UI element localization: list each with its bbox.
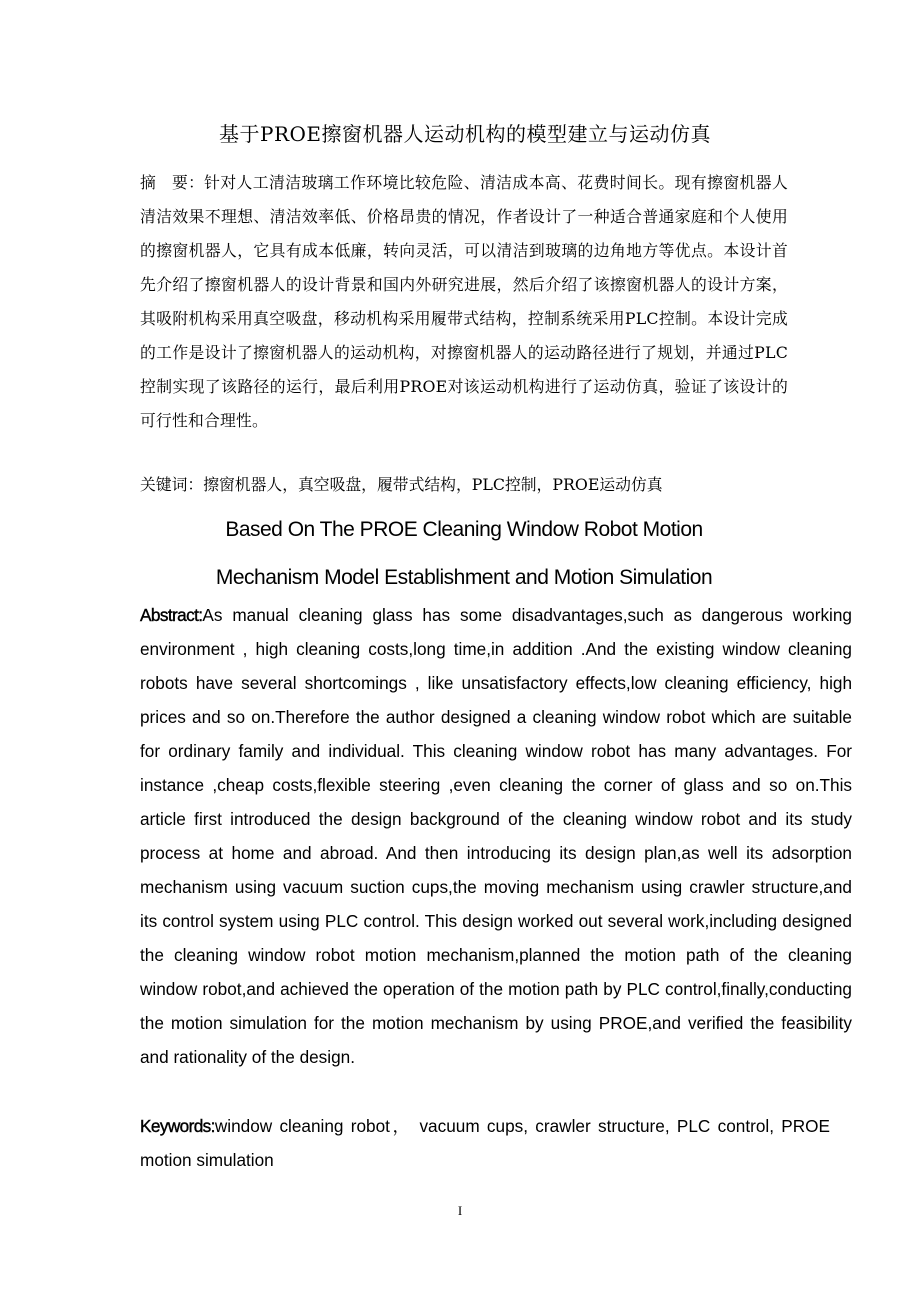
english-abstract: [140, 598, 852, 1074]
chinese-keywords-text: 擦窗机器人，真空吸盘，履带式结构，PLC控制，PROE运动仿真: [203, 475, 663, 494]
english-title-line-1: Based On The PROE Cleaning Window Robot Motion: [225, 518, 703, 541]
chinese-abstract: [140, 166, 788, 438]
english-keywords-text: window cleaning robot， vacuum cups, crawler structure, PLC control, PROE motion simulation: [140, 1116, 830, 1170]
chinese-abstract-text: 针对人工清洁玻璃工作环境比较危险、清洁成本高、花费时间长。现有擦窗机器人清洁效果不理想、清洁效率低、价格昂贵的情况，作者设计了一种适合普通家庭和个人使用的擦窗机器人，它具有成本低廉，转向灵活，可以清洁到玻璃的边角地方等优点。本设计首先介绍了擦窗机器人的设计背景和国内外研究进展，然后介绍了该擦窗机器人的设计方案，其吸附机构采用真空吸盘，移动机构采用履带式结构，控制系统采用PLC控制。本设计完成的工作是设计了擦窗机器人的运动机构，对擦窗机器人的运动路径进行了规划，并通过PLC控制实现了该路径的运行，最后利用PROE对该运动机构进行了运动仿真，验证了该设计的可行性和合理性。: [140, 173, 788, 430]
chinese-keywords-label: 关键词：: [140, 475, 204, 494]
chinese-title: 基于PROE擦窗机器人运动机构的模型建立与运动仿真: [218, 122, 711, 146]
english-abstract-text: As manual cleaning glass has some disadvantages,such as dangerous working environment , high cleaning costs,long time,in addition .And the existing window cleaning robots have several shortcomings , like unsatisfactory effects,low cleaning efficiency, high prices and so on.Therefore the author designed a cleaning window robot which are suitable for ordinary family and individual. This cleaning window robot has many advantages. For instance ,cheap costs,flexible steering ,even cleaning the corner of glass and so on.This article first introduced the design background of the cleaning window robot and its study process at home and abroad. And then introducing its design plan,as well its adsorption mechanism using vacuum suction cups,the moving mechanism using crawler structure,and its control system using PLC control. This design worked out several work,including designed the cleaning window robot motion mechanism,planned the motion path of the cleaning window robot,and achieved the operation of the motion path by PLC control,finally,conducting the motion simulation for the motion mechanism by using PROE,and verified the feasibility and rationality of the design.: [140, 605, 852, 1067]
english-keywords: [140, 1109, 830, 1177]
english-title: [100, 506, 828, 602]
page-number: I: [457, 1203, 463, 1218]
english-abstract-label: Abstract:: [140, 605, 203, 625]
chinese-abstract-label: 摘 要：: [140, 173, 205, 192]
chinese-keywords: [140, 470, 790, 500]
english-title-line-2: Mechanism Model Establishment and Motion Simulation: [215, 566, 713, 589]
english-keywords-label: Keywords:: [140, 1116, 215, 1136]
